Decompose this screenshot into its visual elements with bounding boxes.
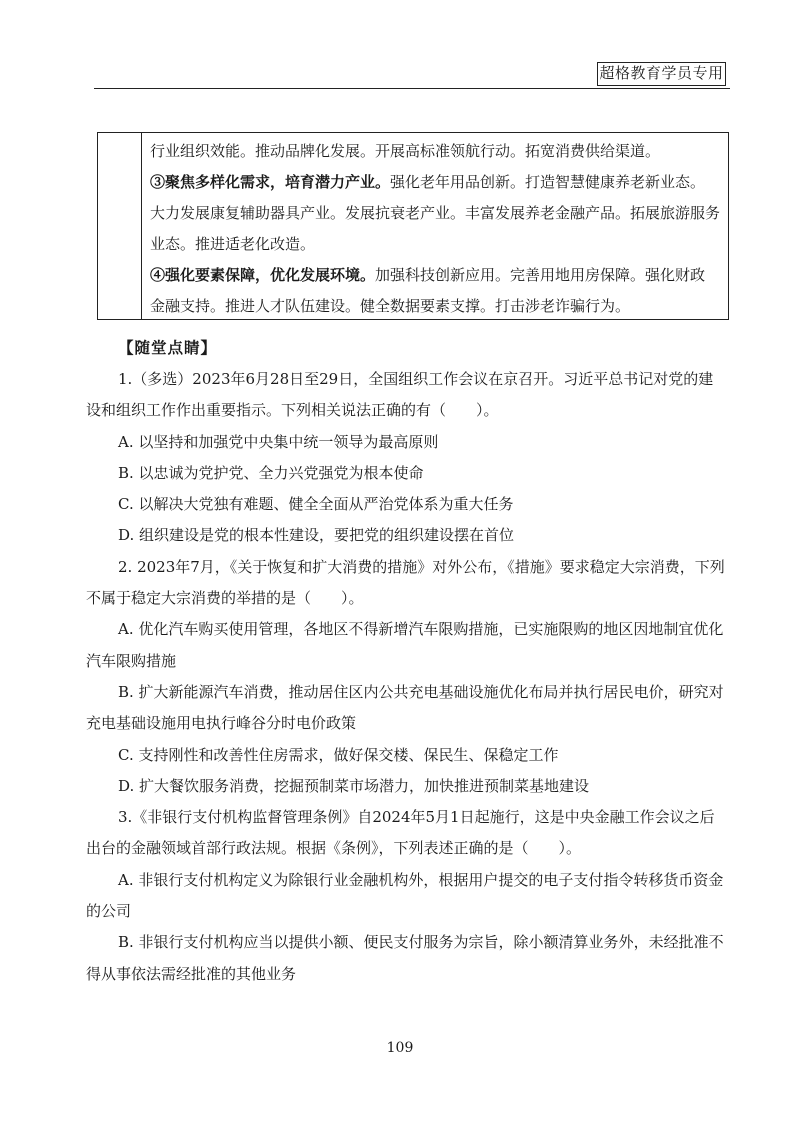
question-3-option-b: B. 非银行支付机构应当以提供小额、便民支付服务为宗旨，除小额清算业务外，未经批准不得从事依法需经批准的其他业务	[86, 933, 724, 983]
question-2-option-a: A. 优化汽车购买使用管理，各地区不得新增汽车限购措施，已实施限购的地区因地制宜优化汽车限购措施	[86, 620, 724, 670]
item-4-heading: ④强化要素保障，优化发展环境。	[150, 266, 376, 284]
header-badge: 超格教育学员专用	[597, 62, 726, 86]
question-2-option-b: B. 扩大新能源汽车消费，推动居住区内公共充电基础设施优化布局并执行居民电价，研究对充电基础设施用电执行峰谷分时电价政策	[86, 682, 724, 733]
table-left-cell	[98, 133, 142, 319]
table-item-3	[150, 167, 720, 260]
question-2-stem: 2. 2023年7月，《关于恢复和扩大消费的措施》对外公布，《措施》要求稳定大宗消费，下列不属于稳定大宗消费的举措的是（ ）。	[86, 557, 725, 608]
item-3-heading: ③聚焦多样化需求，培育潜力产业。	[150, 173, 391, 191]
question-2-option-c: C. 支持刚性和改善性住房需求，做好保交楼、保民生、保稳定工作	[118, 745, 559, 764]
item-4-body: 加强科技创新应用。完善用地用房保障。强化财政金融支持。推进人才队伍建设。健全数据要素支撑。打击涉老诈骗行为。	[150, 266, 706, 315]
content-table	[97, 132, 729, 320]
page-number: 109	[386, 1040, 414, 1056]
section-title: 【随堂点睛】	[118, 338, 218, 357]
table-item-4	[150, 260, 720, 322]
table-line-1: 行业组织效能。推动品牌化发展。开展高标准领航行动。拓宽消费供给渠道。	[150, 142, 661, 160]
question-1-stem: 1.（多选）2023年6月28日至29日，全国组织工作会议在京召开。习近平总书记对党的建设和组织工作作出重要指示。下列相关说法正确的有（ ）。	[86, 370, 714, 420]
question-1-option-b: B. 以忠诚为党护党、全力兴党强党为根本使命	[118, 463, 424, 482]
question-2-option-d: D. 扩大餐饮服务消费，挖掘预制菜市场潜力，加快推进预制菜基地建设	[118, 776, 590, 795]
question-3-option-a: A. 非银行支付机构定义为除银行业金融机构外，根据用户提交的电子支付指令转移货币资金的公司	[86, 870, 724, 921]
table-text	[150, 136, 720, 322]
header-divider	[94, 88, 730, 89]
question-1-option-c: C. 以解决大党独有难题、健全全面从严治党体系为重大任务	[118, 495, 514, 514]
question-1-option-a: A. 以坚持和加强党中央集中统一领导为最高原则	[118, 432, 439, 451]
item-3-body: 强化老年用品创新。打造智慧健康养老新业态。大力发展康复辅助器具产业。发展抗衰老产业。丰富发展养老金融产品。拓展旅游服务业态。推进适老化改造。	[150, 173, 721, 253]
question-list	[86, 364, 726, 990]
question-1-option-d: D. 组织建设是党的根本性建设，要把党的组织建设摆在首位	[118, 526, 515, 545]
question-3-stem: 3.《非银行支付机构监督管理条例》自2024年5月1日起施行，这是中央金融工作会议之后出台的金融领域首部行政法规。根据《条例》，下列表述正确的是（ ）。	[86, 808, 715, 858]
